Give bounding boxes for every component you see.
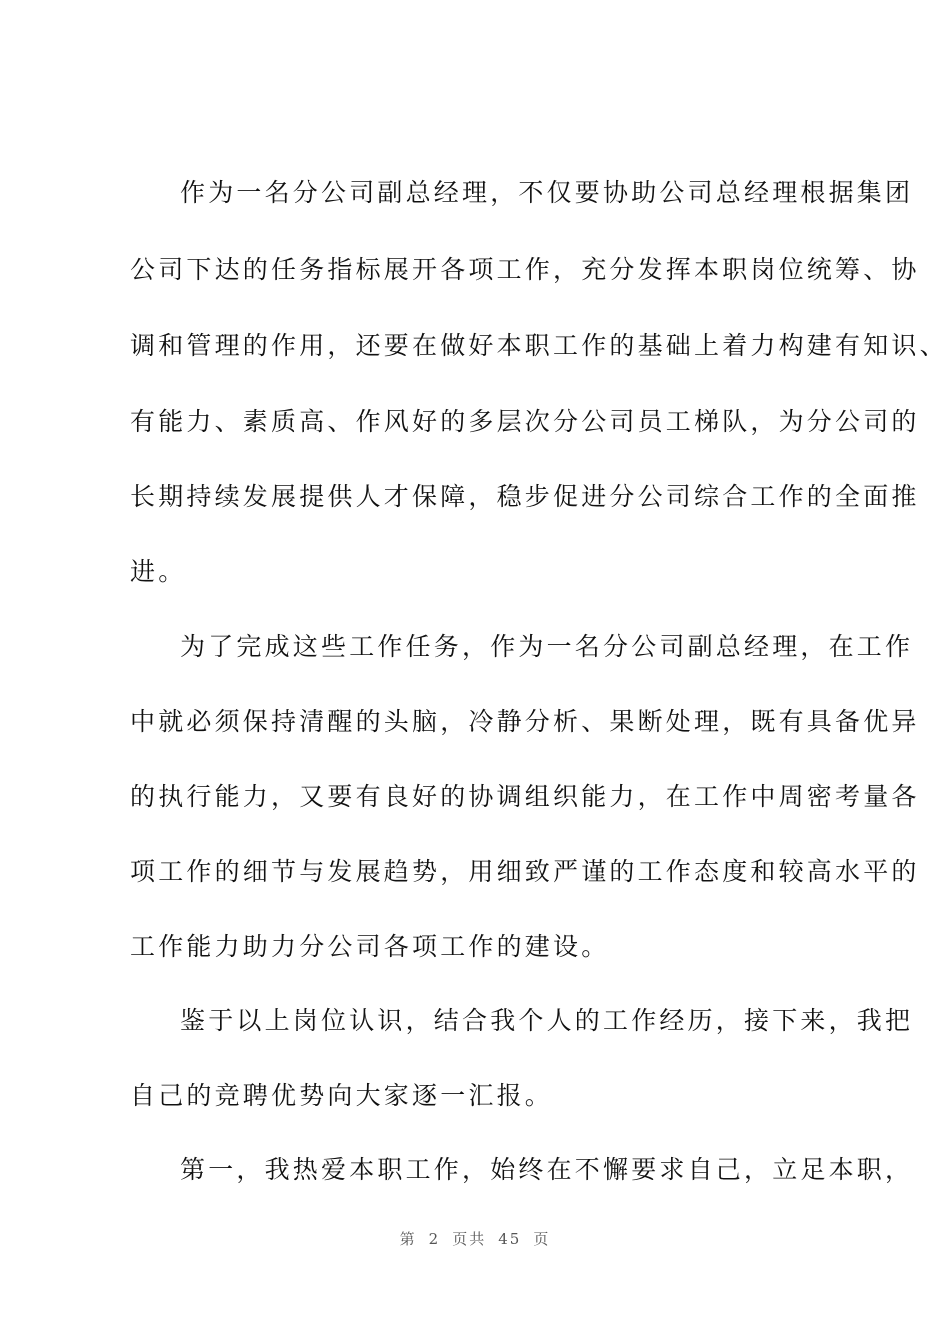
footer-total-pages: 45 <box>498 1230 522 1248</box>
paragraph-line: 有能力、素质高、作风好的多层次分公司员工梯队，为分公司的 <box>130 407 920 436</box>
paragraph-line: 工作能力助力分公司各项工作的建设。 <box>130 932 610 961</box>
paragraph-line: 中就必须保持清醒的头脑，冷静分析、果断处理，既有具备优异 <box>130 707 920 736</box>
footer-suffix: 页 <box>533 1230 551 1248</box>
paragraph-line: 项工作的细节与发展趋势，用细致严谨的工作态度和较高水平的 <box>130 857 920 886</box>
footer-prefix: 第 <box>399 1230 417 1248</box>
paragraph-line: 第一，我热爱本职工作，始终在不懈要求自己，立足本职， <box>180 1155 914 1184</box>
paragraph-line: 作为一名分公司副总经理，不仅要协助公司总经理根据集团 <box>180 178 914 207</box>
footer-current-page: 2 <box>428 1230 441 1248</box>
paragraph-line: 长期持续发展提供人才保障，稳步促进分公司综合工作的全面推 <box>130 482 920 511</box>
footer-middle: 页共 <box>452 1230 487 1248</box>
paragraph-line: 公司下达的任务指标展开各项工作，充分发挥本职岗位统筹、协 <box>130 255 920 284</box>
paragraph-line: 调和管理的作用，还要在做好本职工作的基础上着力构建有知识、 <box>130 331 948 360</box>
paragraph-line: 自己的竞聘优势向大家逐一汇报。 <box>130 1081 554 1110</box>
paragraph-line: 鉴于以上岗位认识，结合我个人的工作经历，接下来，我把 <box>180 1006 914 1035</box>
paragraph-line: 的执行能力，又要有良好的协调组织能力，在工作中周密考量各 <box>130 782 920 811</box>
paragraph-line: 进。 <box>130 557 187 586</box>
paragraph-line: 为了完成这些工作任务，作为一名分公司副总经理，在工作 <box>180 632 914 661</box>
page-footer <box>0 1228 950 1249</box>
